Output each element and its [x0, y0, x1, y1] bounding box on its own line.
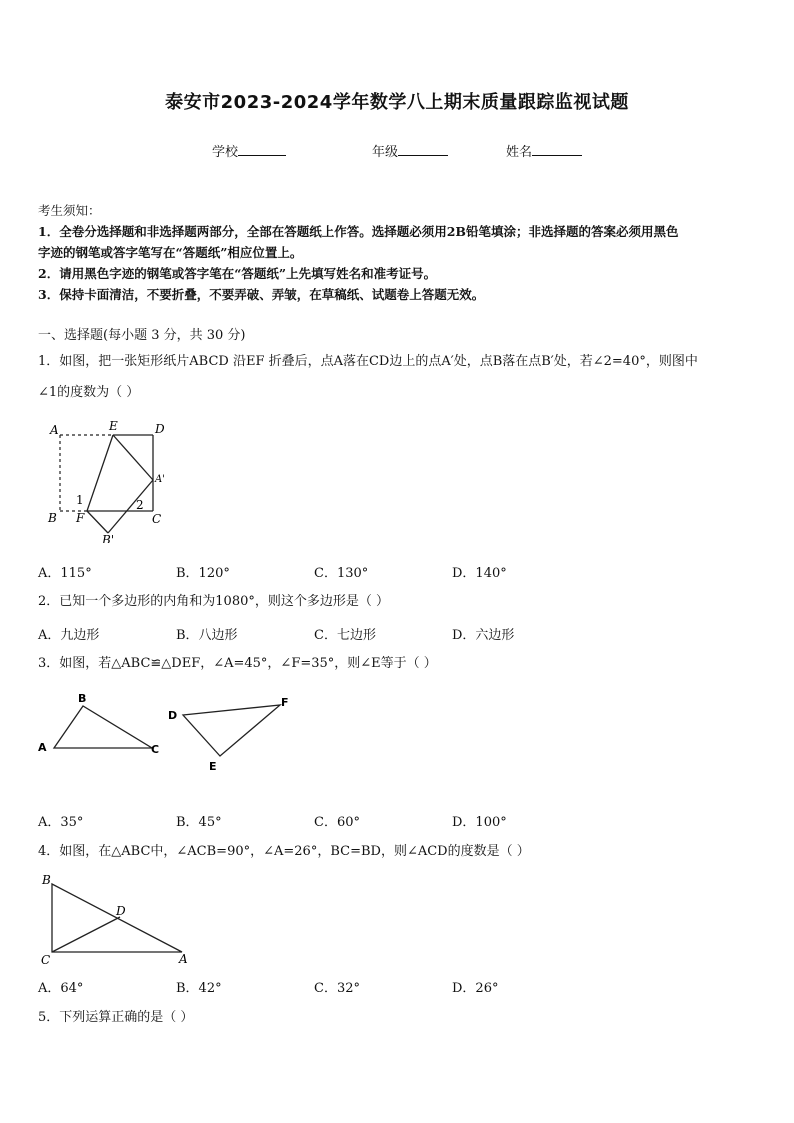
- q4-option-d[interactable]: D．26°: [452, 981, 499, 996]
- q3-option-d[interactable]: D．100°: [452, 815, 507, 830]
- fig3-label-a: A: [38, 741, 47, 754]
- grade-label: 年级: [372, 145, 399, 160]
- fig4-label-b: B: [42, 873, 51, 887]
- notice-item: 2．请用黑色字迹的钢笔或答字笔在“答题纸”上先填写姓名和准考证号。: [38, 266, 437, 281]
- question-2-text: 2．已知一个多边形的内角和为1080°，则这个多边形是（ ）: [38, 594, 389, 609]
- fig3-label-d: D: [168, 709, 178, 722]
- question-4-figure: [36, 868, 196, 968]
- q3-option-a[interactable]: A．35°: [38, 815, 84, 830]
- question-1-figure: [40, 418, 180, 543]
- q2-option-c[interactable]: C．七边形: [314, 628, 376, 643]
- q4-option-a[interactable]: A．64°: [38, 981, 84, 996]
- fig3-label-c: C: [151, 743, 160, 756]
- q2-option-a[interactable]: A．九边形: [38, 628, 100, 643]
- fig4-label-c: C: [41, 953, 51, 967]
- notice-heading: 考生须知：: [38, 203, 101, 218]
- fig1-label-angle-1: 1: [76, 493, 84, 507]
- school-label: 学校: [212, 145, 239, 160]
- question-3-text: 3．如图，若△ABC≌△DEF，∠A=45°，∠F=35°，则∠E等于（ ）: [38, 656, 437, 671]
- fig1-label-e: E: [109, 419, 118, 433]
- fig4-label-a: A: [179, 952, 188, 966]
- fig3-label-b: B: [78, 692, 87, 705]
- q2-option-b[interactable]: B．八边形: [176, 628, 238, 643]
- q1-option-c[interactable]: C．130°: [314, 566, 369, 581]
- page-title: 泰安市2023-2024学年数学八上期末质量跟踪监视试题: [165, 92, 629, 113]
- grade-blank: [398, 143, 448, 156]
- school-field: [212, 141, 286, 160]
- question-1-text-2: ∠1的度数为（ ）: [38, 385, 140, 400]
- fig3-label-f: F: [281, 696, 289, 709]
- grade-field: [372, 141, 448, 160]
- question-5-text: 5．下列运算正确的是（ ）: [38, 1010, 194, 1025]
- q4-option-c[interactable]: C．32°: [314, 981, 360, 996]
- q3-option-b[interactable]: B．45°: [176, 815, 222, 830]
- fig1-label-b-prime: B': [102, 533, 115, 543]
- notice-block: [38, 200, 758, 305]
- question-4-text: 4．如图，在△ABC中，∠ACB=90°，∠A=26°，BC=BD，则∠ACD的度数是（ ）: [38, 844, 530, 859]
- fig1-label-a: A: [50, 423, 59, 437]
- notice-item: 1．全卷分选择题和非选择题两部分，全部在答题纸上作答。选择题必须用2B铅笔填涂；非选择题的答案必须用黑色: [38, 224, 679, 239]
- q1-option-d[interactable]: D．140°: [452, 566, 507, 581]
- fig3-label-e: E: [209, 760, 217, 773]
- name-label: 姓名: [506, 145, 533, 160]
- section-heading: 一、选择题(每小题 3 分，共 30 分): [38, 328, 246, 343]
- fig4-label-d: D: [116, 904, 126, 918]
- notice-item: 字迹的钢笔或答字笔写在“答题纸”相应位置上。: [38, 245, 303, 260]
- fig1-label-c: C: [152, 512, 162, 526]
- q1-option-b[interactable]: B．120°: [176, 566, 230, 581]
- notice-item: 3．保持卡面清洁，不要折叠，不要弄破、弄皱，在草稿纸、试题卷上答题无效。: [38, 287, 485, 302]
- fig1-label-a-prime: A': [155, 474, 165, 485]
- school-blank: [238, 143, 286, 156]
- fig1-label-d: D: [155, 422, 165, 436]
- fig1-label-f: F: [76, 511, 85, 525]
- name-blank: [532, 143, 582, 156]
- q3-option-c[interactable]: C．60°: [314, 815, 360, 830]
- q4-option-b[interactable]: B．42°: [176, 981, 222, 996]
- question-1-text: 1．如图，把一张矩形纸片ABCD 沿EF 折叠后，点A落在CD边上的点A′处，点B落在点B′处，若∠2=40°，则图中: [38, 354, 698, 369]
- question-3-figure: [30, 688, 300, 778]
- name-field: [506, 141, 582, 160]
- q1-option-a[interactable]: A．115°: [38, 566, 92, 581]
- fig1-label-angle-2: 2: [136, 498, 144, 512]
- fig1-label-b: B: [48, 511, 57, 525]
- q2-option-d[interactable]: D．六边形: [452, 628, 515, 643]
